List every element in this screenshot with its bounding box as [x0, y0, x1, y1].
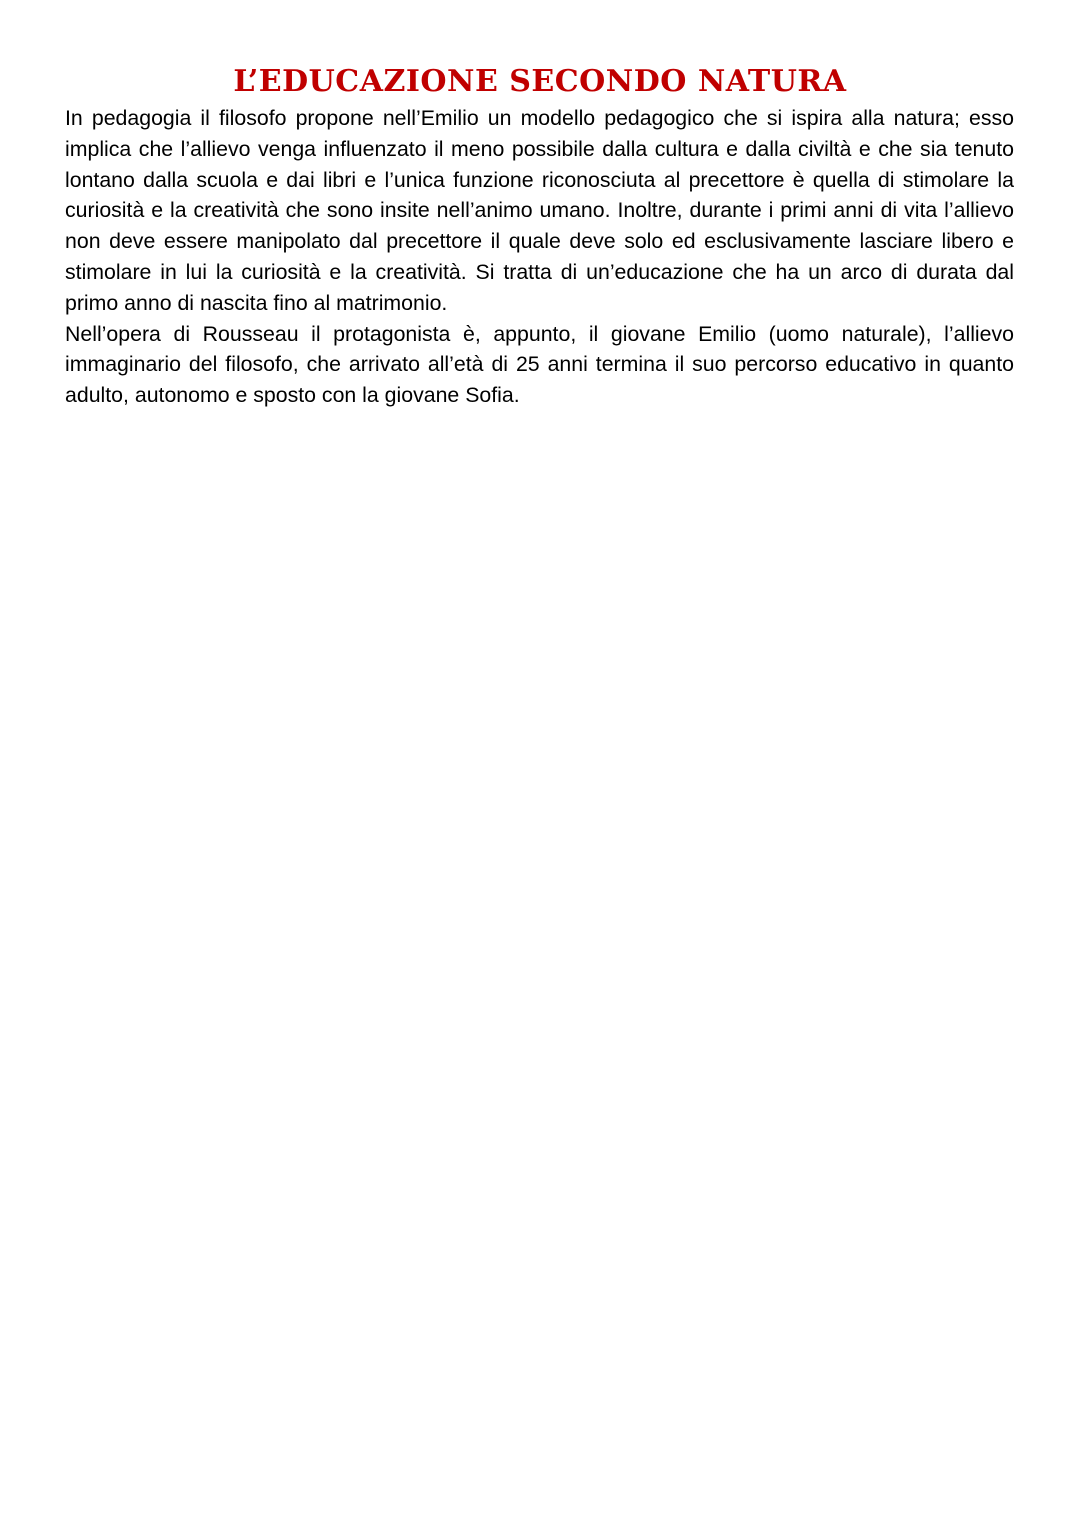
- document-title: L’EDUCAZIONE SECONDO NATURA: [233, 64, 847, 99]
- paragraph-2: Nell’opera di Rousseau il protagonista è, appunto, il giovane Emilio (uomo naturale), l’allievo immaginario del filosofo, che arrivato all’età di 25 anni termina il suo percorso educativo in quanto adulto, autonomo e sposto con la giovane Sofia.: [65, 321, 1014, 408]
- document-body: [65, 103, 1014, 411]
- paragraph-1: In pedagogia il filosofo propone nell’Emilio un modello pedagogico che si ispira alla natura; esso implica che l’allievo venga influenzato il meno possibile dalla cultura e dalla civiltà e che sia tenuto lontano dalla scuola e dai libri e l’unica funzione riconosciuta al precettore è quella di stimolare la curiosità e la creatività che sono insite nell’animo umano. Inoltre, durante i primi anni di vita l’allievo non deve essere manipolato dal precettore il quale deve solo ed esclusivamente lasciare libero e stimolare in lui la curiosità e la creatività. Si tratta di un’educazione che ha un arco di durata dal primo anno di nascita fino al matrimonio.: [65, 106, 1014, 315]
